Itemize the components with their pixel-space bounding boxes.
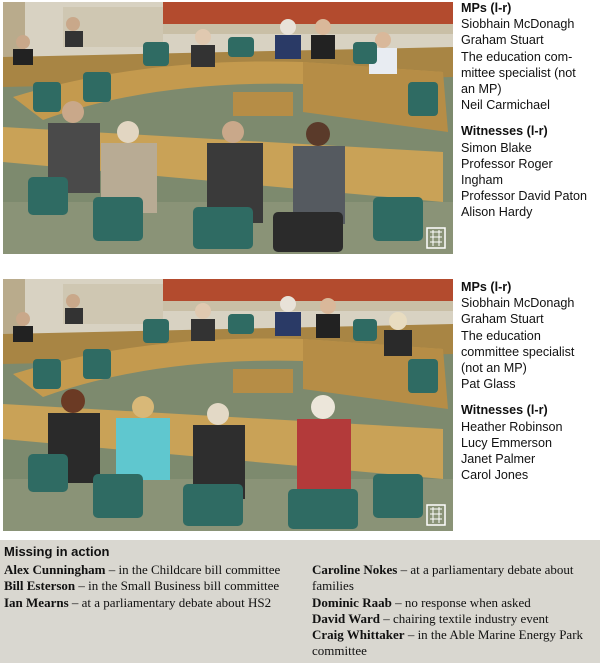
witness-name: Professor David Paton [461,189,587,204]
missing-list-left [4,562,296,611]
mp-name: Pat Glass [461,377,516,392]
mp-name: Siobhain McDonagh [461,296,575,311]
photo-1-caption [461,0,599,221]
mp-name: Graham Stuart [461,33,544,48]
committee-room-image-2 [3,279,453,531]
witness-name: Professor Roger [461,156,553,171]
committee-photo-2 [3,279,453,531]
mp-name: The education [461,328,541,343]
mp-name: committee specialist [461,344,575,359]
missing-mp-name: Craig Whittaker [312,627,405,643]
witnesses-list [461,140,599,221]
missing-mp-reason: – chairing textile industry event [380,610,549,626]
committee-room-image-1 [3,2,453,254]
missing-mp-name: Dominic Raab [312,594,392,610]
missing-mp-reason: – in the Childcare bill committee [105,562,281,577]
mp-name: Siobhain McDonagh [461,17,575,32]
witness-name: Heather Robinson [461,419,563,434]
witness-name: Janet Palmer [461,452,536,467]
missing-in-action-box [0,540,600,663]
witness-name: Alison Hardy [461,205,533,220]
mp-name: an MP) [461,82,502,97]
witness-name: Carol Jones [461,468,529,483]
missing-mp-reason: – in the Small Business bill committee [75,578,280,594]
missing-item [312,627,600,660]
missing-item [4,562,296,578]
missing-mp-name: Bill Esterson [4,578,76,594]
missing-mp-name: Alex Cunningham [4,562,106,577]
witnesses-heading: Witnesses (l-r) [461,403,548,418]
missing-heading: Missing in action [4,544,110,559]
missing-mp-name: David Ward [312,610,381,626]
mp-name: Graham Stuart [461,312,544,327]
missing-mp-reason: – in the Able Marine Energy Park committee [312,627,584,659]
missing-mp-reason: – at a parliamentary debate about HS2 [68,594,272,610]
mps-list [461,295,599,392]
mps-heading: MPs (l-r) [461,1,512,15]
photo-2-caption [461,279,599,483]
missing-mp-reason: – no response when asked [391,594,531,610]
witnesses-heading: Witnesses (l-r) [461,124,548,139]
mp-name: Neil Carmichael [461,98,550,113]
witness-name: Lucy Emmerson [461,435,552,450]
witness-name: Simon Blake [461,140,532,155]
missing-item [4,595,296,611]
missing-item [312,562,600,595]
mp-name: mittee specialist (not [461,65,576,80]
witness-name: Ingham [461,173,504,188]
missing-item [312,595,600,611]
mps-list [461,16,599,113]
missing-item [312,611,600,627]
mp-name: (not an MP) [461,361,527,376]
missing-mp-name: Caroline Nokes [312,562,398,577]
missing-mp-reason: – at a parliamentary debate about families [312,562,574,594]
missing-mp-name: Ian Mearns [4,594,69,610]
missing-item [4,578,296,594]
missing-list-right [312,562,600,660]
mps-heading: MPs (l-r) [461,280,512,294]
witnesses-list [461,419,599,484]
mp-name: The education com- [461,49,573,64]
committee-photo-1 [3,2,453,254]
